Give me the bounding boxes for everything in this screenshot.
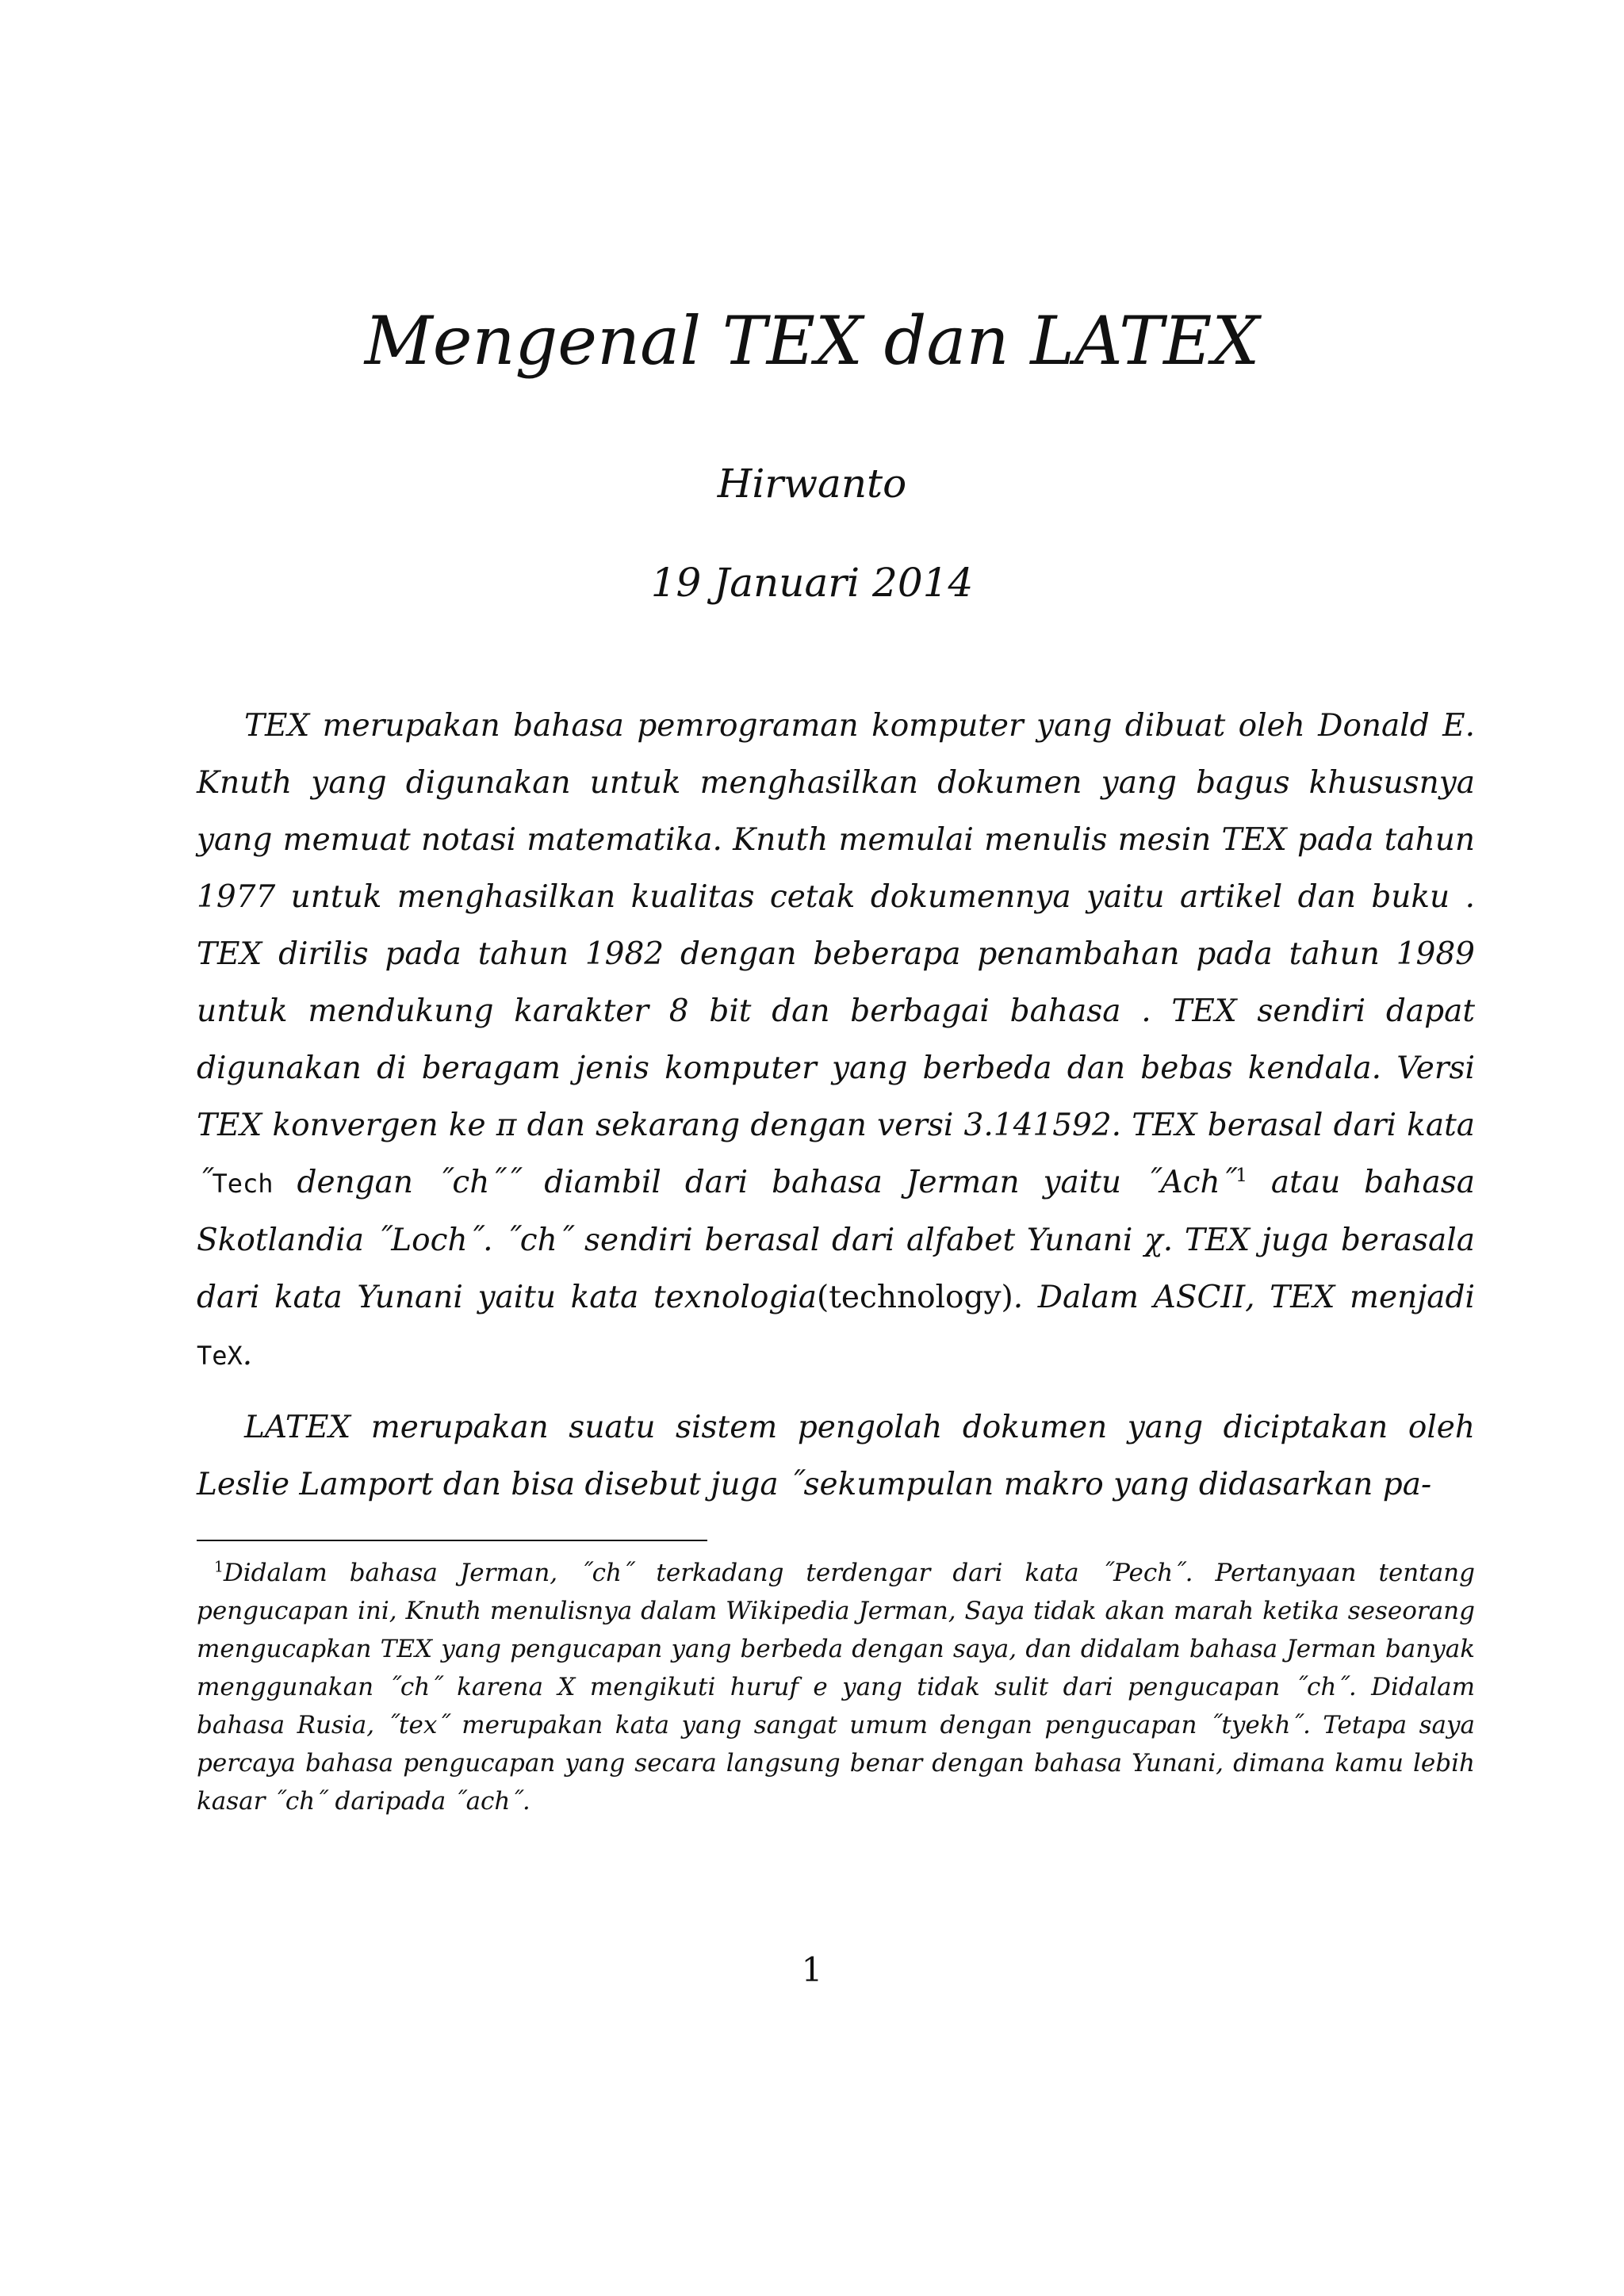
paragraph-latex-intro: LATEX merupakan suatu sistem pengolah dokumen yang diciptakan oleh Leslie Lamport dan bisa disebut juga ˝sekumpulan makro yang didasarkan pa- [197, 1410, 1475, 1502]
document-date: 19 Januari 2014 [650, 560, 974, 606]
footnote [197, 1554, 1475, 1820]
paragraph-tex-intro-part3: atau bahasa Skotlandia ˝Loch˝. ˝ch˝ sendiri berasal dari alfabet Yunani χ. TEX juga berasala dari kata Yunani yaitu kata [197, 1165, 1475, 1315]
paragraph-tex-intro-part2: dengan ˝ch˝˝ diambil dari bahasa Jerman yaitu ˝Ach˝ [273, 1165, 1236, 1200]
footnote-marker: 1 [214, 1559, 224, 1576]
technology-word: (technology) [817, 1280, 1013, 1315]
page-number: 1 [801, 1950, 823, 1989]
tech-monospace-word: Tech [212, 1169, 274, 1199]
paragraph-tex-intro [197, 698, 1475, 1384]
paragraph-tex-intro-part1: TEX merupakan bahasa pemrograman komputer yang dibuat oleh Donald E. Knuth yang digunakan untuk menghasilkan dokumen yang bagus khususnya yang memuat notasi matematika. Knuth memulai menulis mesin TEX pada tahun 1977 untuk menghasilkan kualitas cetak dokumennya yaitu artikel dan buku . TEX dirilis pada tahun 1982 dengan beberapa penambahan pada tahun 1989 untuk mendukung karakter 8 bit dan berbagai bahasa . TEX sendiri dapat digunakan di beragam jenis komputer yang berbeda dan bebas kendala. Versi TEX konvergen ke π dan sekarang dengan versi 3.141592. TEX berasal dari kata ˝ [197, 708, 1475, 1200]
paragraph-tex-intro-part5: . [242, 1337, 253, 1372]
footnote-reference: 1 [1235, 1164, 1247, 1186]
footnote-divider [197, 1540, 707, 1541]
document-title: Mengenal TEX dan LATEX [364, 302, 1260, 380]
tex-monospace-word: TeX [197, 1341, 243, 1371]
texnologia-emphasis: texnologia [653, 1280, 818, 1315]
paragraph-tex-intro-part4: . Dalam ASCII, TEX menjadi [1013, 1280, 1475, 1315]
footnote-text: Didalam bahasa Jerman, ˝ch˝ terkadang terdengar dari kata ˝Pech˝. Pertanyaan tentang pengucapan ini, Knuth menulisnya dalam Wikipedia Jerman, Saya tidak akan marah ketika seseorang mengucapkan TEX yang pengucapan yang berbeda dengan saya, dan didalam bahasa Jerman banyak menggunakan ˝ch˝ karena X mengikuti huruf e yang tidak sulit dari pengucapan ˝ch˝. Didalam bahasa Rusia, ˝tex˝ merupakan kata yang sangat umum dengan pengucapan ˝tyekh˝. Tetapa saya percaya bahasa pengucapan yang secara langsung benar dengan bahasa Yunani, dimana kamu lebih kasar ˝ch˝ daripada ˝ach˝. [197, 1559, 1475, 1816]
document-author: Hirwanto [717, 461, 907, 507]
